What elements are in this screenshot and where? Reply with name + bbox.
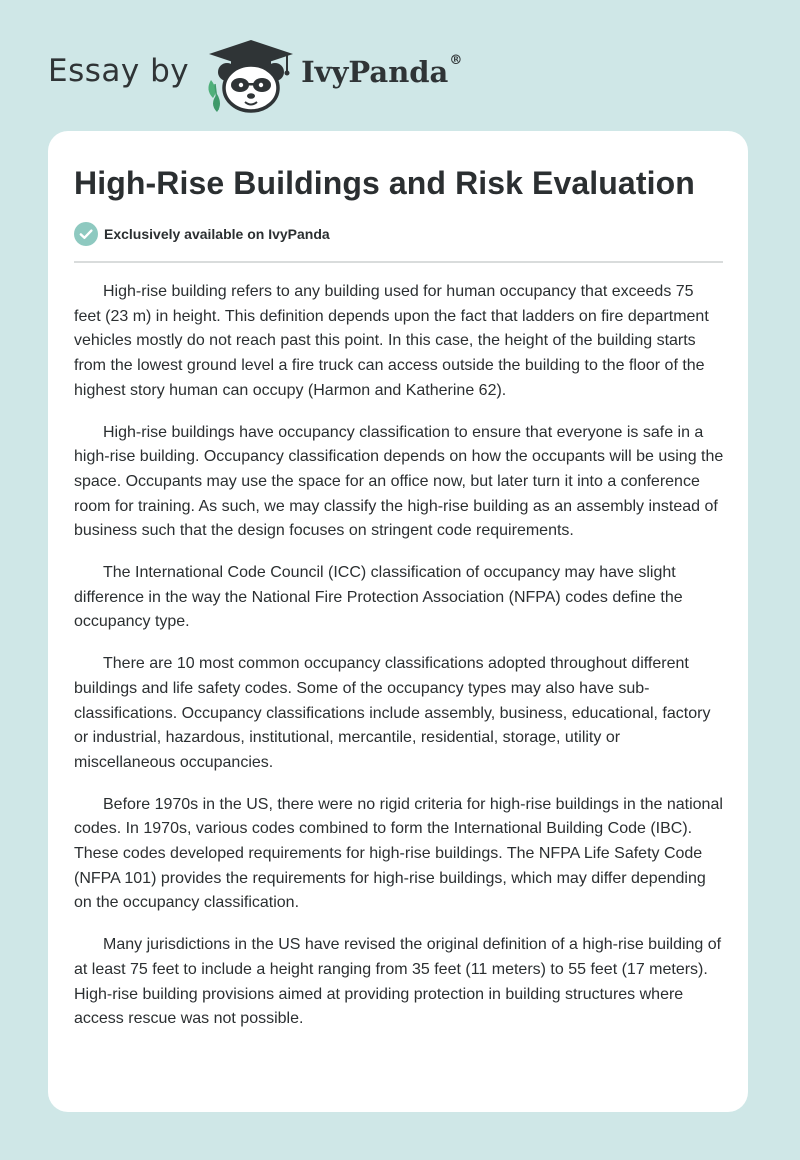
paragraph: The International Code Council (ICC) classification of occupancy may have slight difference in the way the National Fire Protection Association (NFPA) codes define the occupancy type. (74, 564, 683, 631)
paragraph: Before 1970s in the US, there were no rigid criteria for high-rise buildings in the national codes. In 1970s, various codes combined to form the International Building Code (IBC). These codes developed requirements for high-rise buildings. The NFPA Life Safety Code (NFPA 101) provides the requirements for high-rise buildings, which may differ depending on the occupancy classification. (74, 795, 723, 912)
paragraph: There are 10 most common occupancy classifications adopted throughout different buildings and life safety codes. Some of the occupancy types may also have sub-classifications. Occupancy classifications include assembly, business, educational, factory or industrial, hazardous, institutional, mercantile, residential, storage, utility or miscellaneous occupancies. (74, 655, 711, 771)
paragraph: High-rise buildings have occupancy classification to ensure that everyone is safe in a high-rise building. Occupancy classification depends on how the occupants will be using the space. Occupants may use the space for an office now, but later turn it into a conference room for training. As such, we may classify the high-rise building as an assembly instead of business such that the design focuses on stringent code requirements. (74, 423, 724, 540)
brand-name[interactable] (301, 55, 462, 89)
paragraph: High-rise building refers to any building used for human occupancy that exceeds 75 feet (23 m) in height. This definition depends upon the fact that ladders on fire department vehicles mostly do not reach past this point. In this case, the height of the building starts from the lowest ground level a fire truck can access outside the building to the floor of the highest story human can occupy (Harmon and Katherine 62). (74, 283, 709, 399)
registered-mark: ® (449, 53, 463, 68)
panda-graduate-icon[interactable] (203, 34, 299, 114)
essay-body (74, 280, 724, 1049)
essay-card (48, 131, 748, 1112)
page-title: High-Rise Buildings and Risk Evaluation (74, 165, 695, 201)
brand-text: IvyPanda (301, 55, 449, 89)
exclusive-badge (74, 222, 330, 246)
exclusive-badge-text: Exclusively available on IvyPanda (104, 226, 330, 242)
title-divider (74, 261, 723, 263)
check-circle-icon (74, 222, 98, 246)
paragraph: Many jurisdictions in the US have revised the original definition of a high-rise building of at least 75 feet to include a height ranging from 35 feet (11 meters) to 55 feet (17 meters). High-rise building provisions aimed at providing protection in building structures where access rescue was not possible. (74, 936, 722, 1028)
site-header (48, 34, 462, 114)
essay-by-label: Essay by (48, 53, 190, 89)
